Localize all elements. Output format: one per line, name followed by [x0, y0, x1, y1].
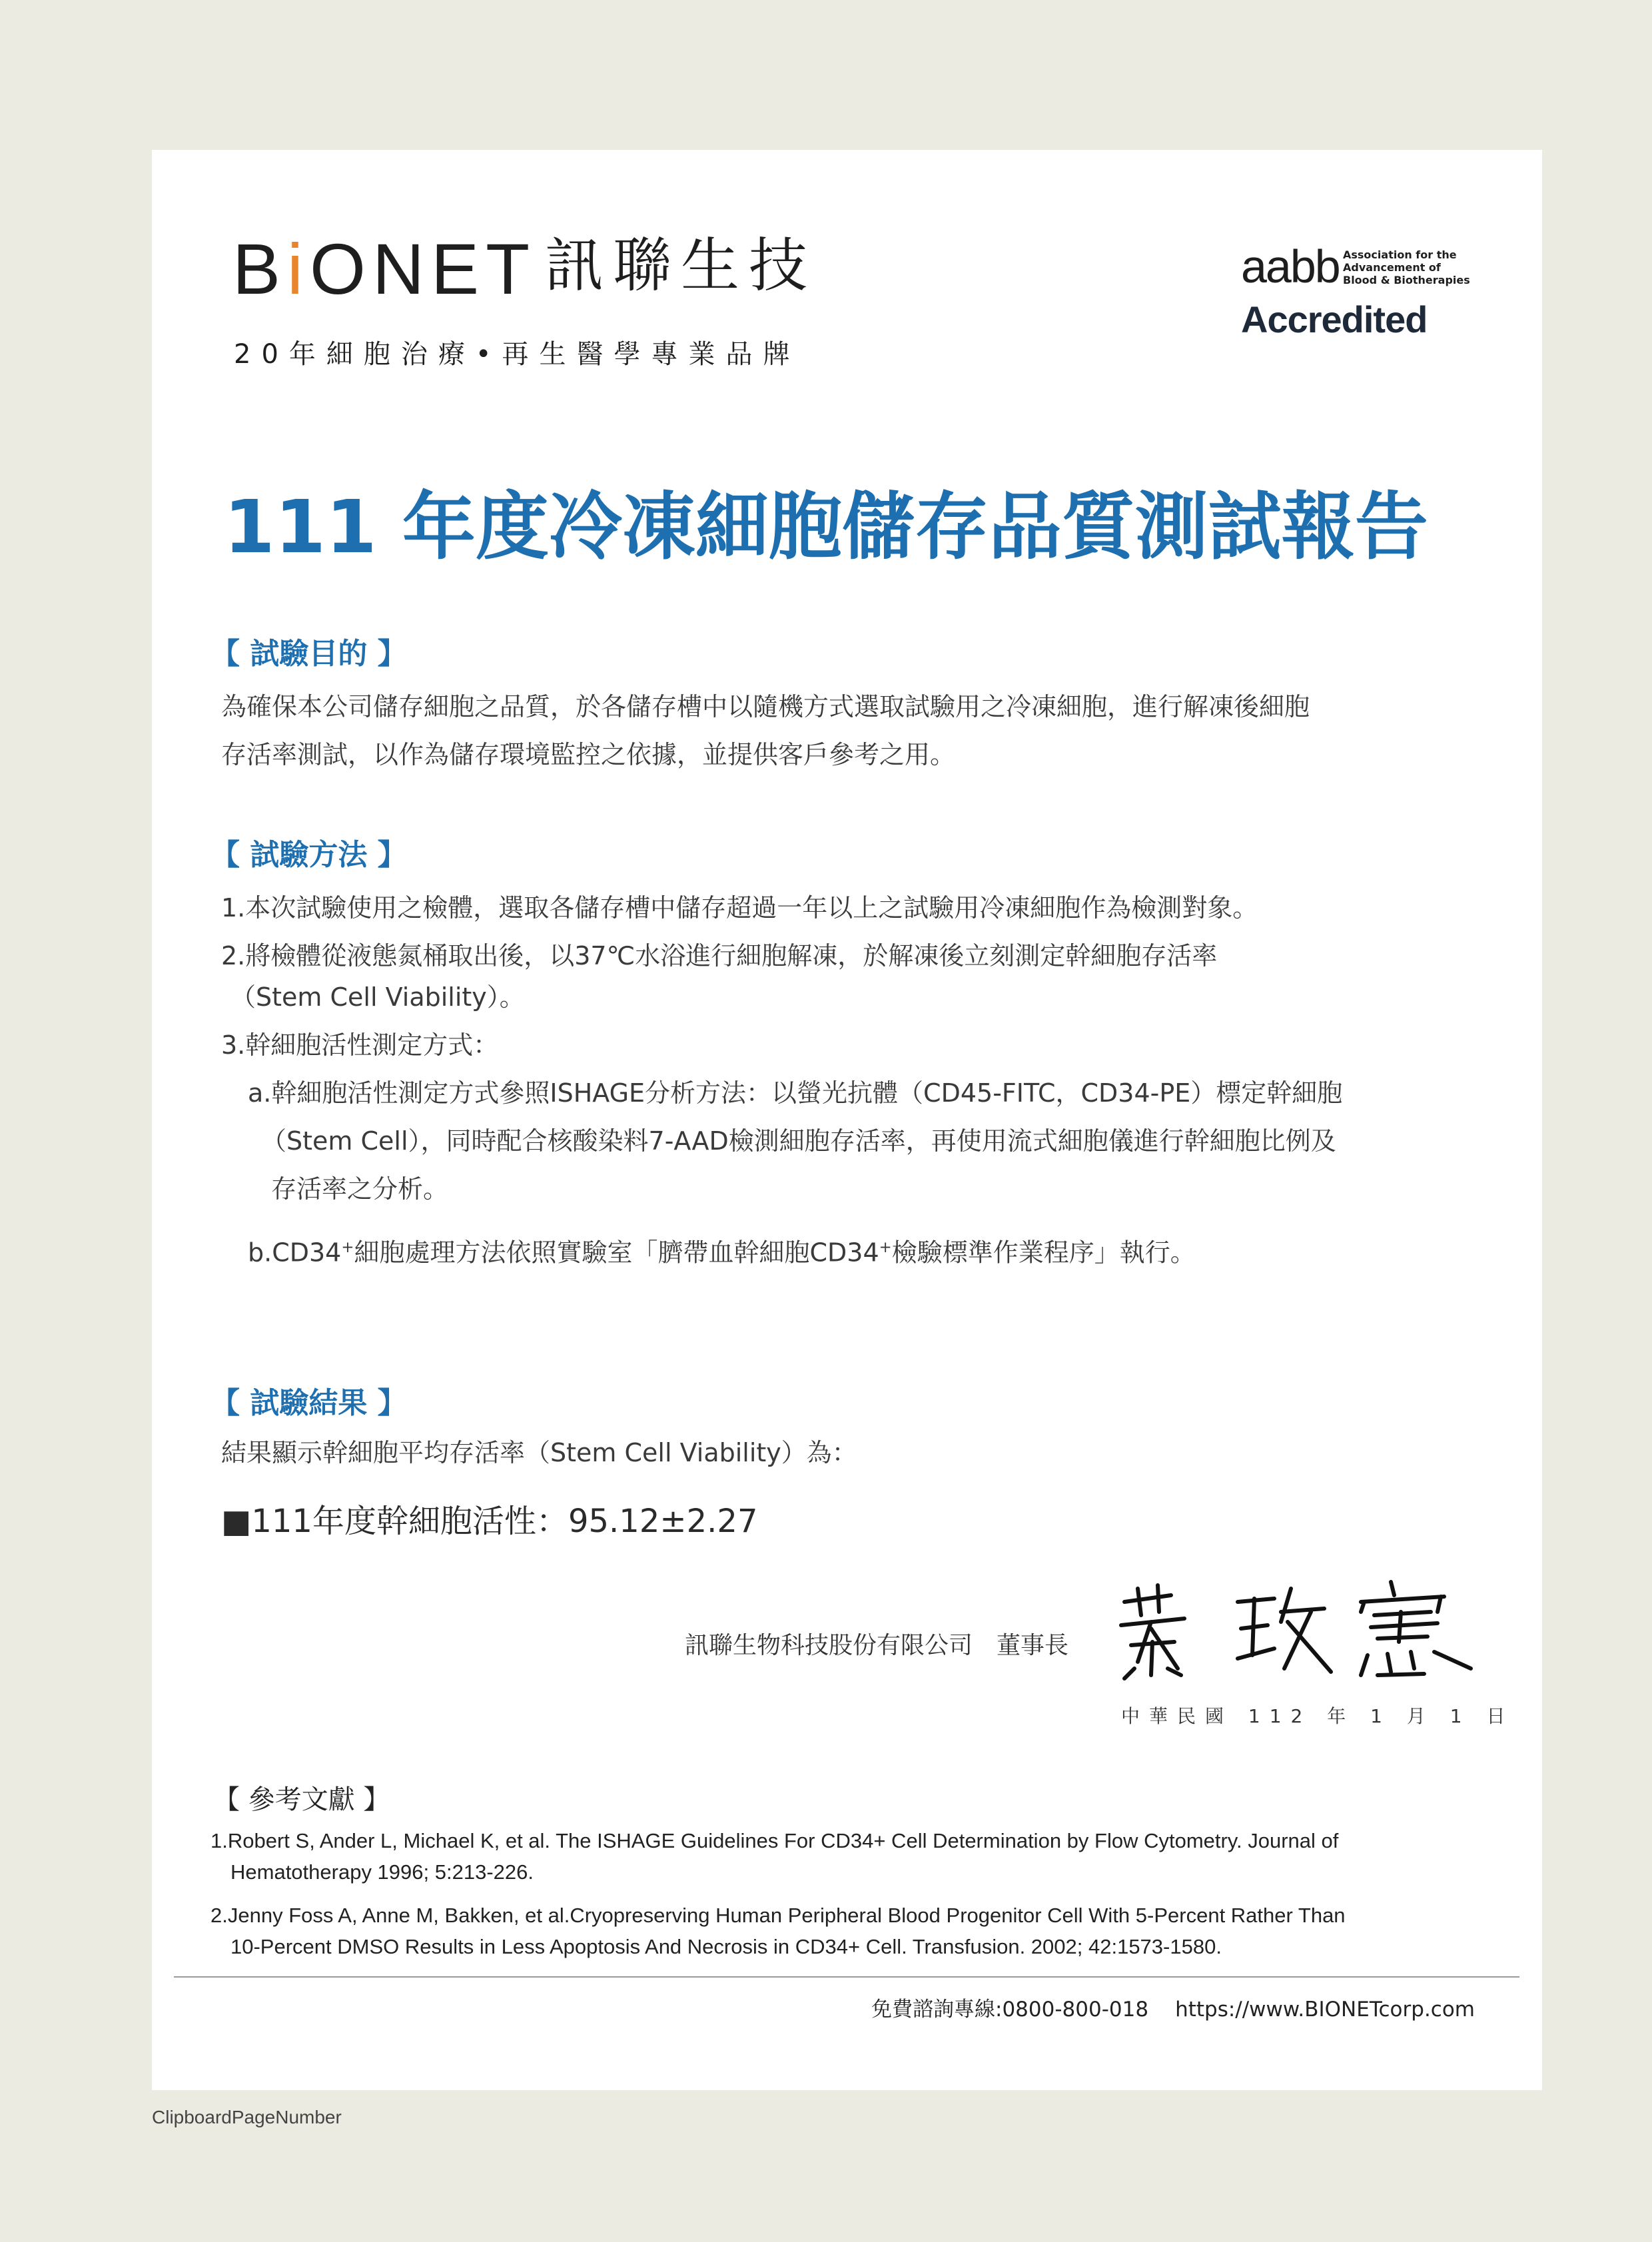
purpose-body: [221, 683, 1507, 779]
reference-1-line2: Hematotherapy 1996; 5:213-226.: [230, 1860, 534, 1884]
method-sub-b-text: 細胞處理方法依照實驗室「臍帶血幹細胞CD34: [354, 1238, 879, 1268]
aabb-subtitle-line: Advancement of: [1343, 261, 1441, 274]
method-heading: 【 試驗方法 】: [210, 838, 407, 872]
hotline-text: 免費諮詢專線:0800-800-018: [871, 1998, 1149, 2022]
logo-letters-onet: ONET: [310, 228, 537, 309]
reference-2-line2: 10-Percent DMSO Results in Less Apoptosis And Necrosis in CD34+ Cell. Transfusion. 2002; 42:1573-1580.: [230, 1935, 1222, 1958]
reference-2-line1: 2.Jenny Foss A, Anne M, Bakken, et al.Cryopreserving Human Peripheral Blood Progenitor Cell With 5-Percent Rather Than: [210, 1904, 1346, 1927]
aabb-logo: [1241, 240, 1340, 292]
logo-letter-b: B: [232, 228, 288, 309]
report-date: 中華民國 112 年 1 月 1 日: [1121, 1705, 1515, 1727]
results-value: ■111年度幹細胞活性：95.12±2.27: [221, 1503, 758, 1540]
method-sub-b-text: 檢驗標準作業程序」執行。: [891, 1238, 1196, 1268]
report-page: [152, 150, 1542, 2090]
bionet-logo-chinese: 訊聯生技: [545, 231, 817, 300]
reference-1-line1: 1.Robert S, Ander L, Michael K, et al. The ISHAGE Guidelines For CD34+ Cell Determination by Flow Cytometry. Journal of: [210, 1829, 1339, 1852]
results-heading: 【 試驗結果 】: [210, 1386, 407, 1420]
website-link[interactable]: https://www.BIONETcorp.com: [1175, 1998, 1475, 2022]
page-number-label: ClipboardPageNumber: [152, 2107, 342, 2127]
aabb-subtitle: [1343, 248, 1476, 286]
results-intro: 結果顯示幹細胞平均存活率（Stem Cell Viability）為：: [221, 1438, 857, 1467]
method-item-1: 1.本次試驗使用之檢體，選取各儲存槽中儲存超過一年以上之試驗用冷凍細胞作為檢測對象。: [221, 893, 1258, 923]
method-sub-b-text: b.CD34: [248, 1238, 342, 1268]
method-item-2-line2: （Stem Cell Viability）。: [230, 982, 525, 1012]
logo-letter-i: i: [287, 228, 310, 309]
method-body: [221, 884, 1507, 1277]
aabb-wordmark: aabb: [1241, 240, 1340, 292]
method-sub-a-line3: 存活率之分析。: [271, 1174, 449, 1204]
method-sub-b: [248, 1224, 1507, 1277]
signature-image: [1111, 1575, 1484, 1682]
aabb-subtitle-line: Association for the: [1343, 248, 1457, 261]
purpose-heading: 【 試驗目的 】: [210, 637, 407, 671]
references-heading: 【 參考文獻 】: [213, 1784, 390, 1815]
bionet-logo: [232, 228, 537, 309]
footer-divider: [174, 1976, 1519, 1978]
accredited-label: Accredited: [1241, 298, 1428, 340]
purpose-line: 為確保本公司儲存細胞之品質，於各儲存槽中以隨機方式選取試驗用之冷凍細胞，進行解凍後細胞: [221, 692, 1310, 721]
method-sub-a-line1: a.幹細胞活性測定方式參照ISHAGE分析方法：以螢光抗體（CD45-FITC，CD34-PE）標定幹細胞: [248, 1078, 1343, 1108]
superscript-plus: +: [341, 1239, 354, 1256]
method-item-3: 3.幹細胞活性測定方式：: [221, 1030, 499, 1060]
aabb-subtitle-line: Blood & Biotherapies: [1343, 274, 1470, 286]
superscript-plus: +: [879, 1239, 892, 1256]
purpose-line: 存活率測試，以作為儲存環境監控之依據，並提供客戶參考之用。: [221, 740, 956, 769]
report-title: 111 年度冷凍細胞儲存品質測試報告: [224, 484, 1428, 569]
company-signoff: 訊聯生物科技股份有限公司 董事長: [685, 1632, 1069, 1659]
method-item-2-line1: 2.將檢體從液態氮桶取出後，以37℃水浴進行細胞解凍，於解凍後立刻測定幹細胞存活率: [221, 941, 1218, 970]
method-sub-a-line2: （Stem Cell），同時配合核酸染料7-AAD檢測細胞存活率，再使用流式細胞儀進行幹細胞比例及: [261, 1126, 1336, 1156]
footer-contact: [871, 1992, 1475, 2022]
brand-tagline: 20年細胞治療•再生醫學專業品牌: [234, 339, 801, 370]
references-list: [210, 1825, 1523, 1962]
